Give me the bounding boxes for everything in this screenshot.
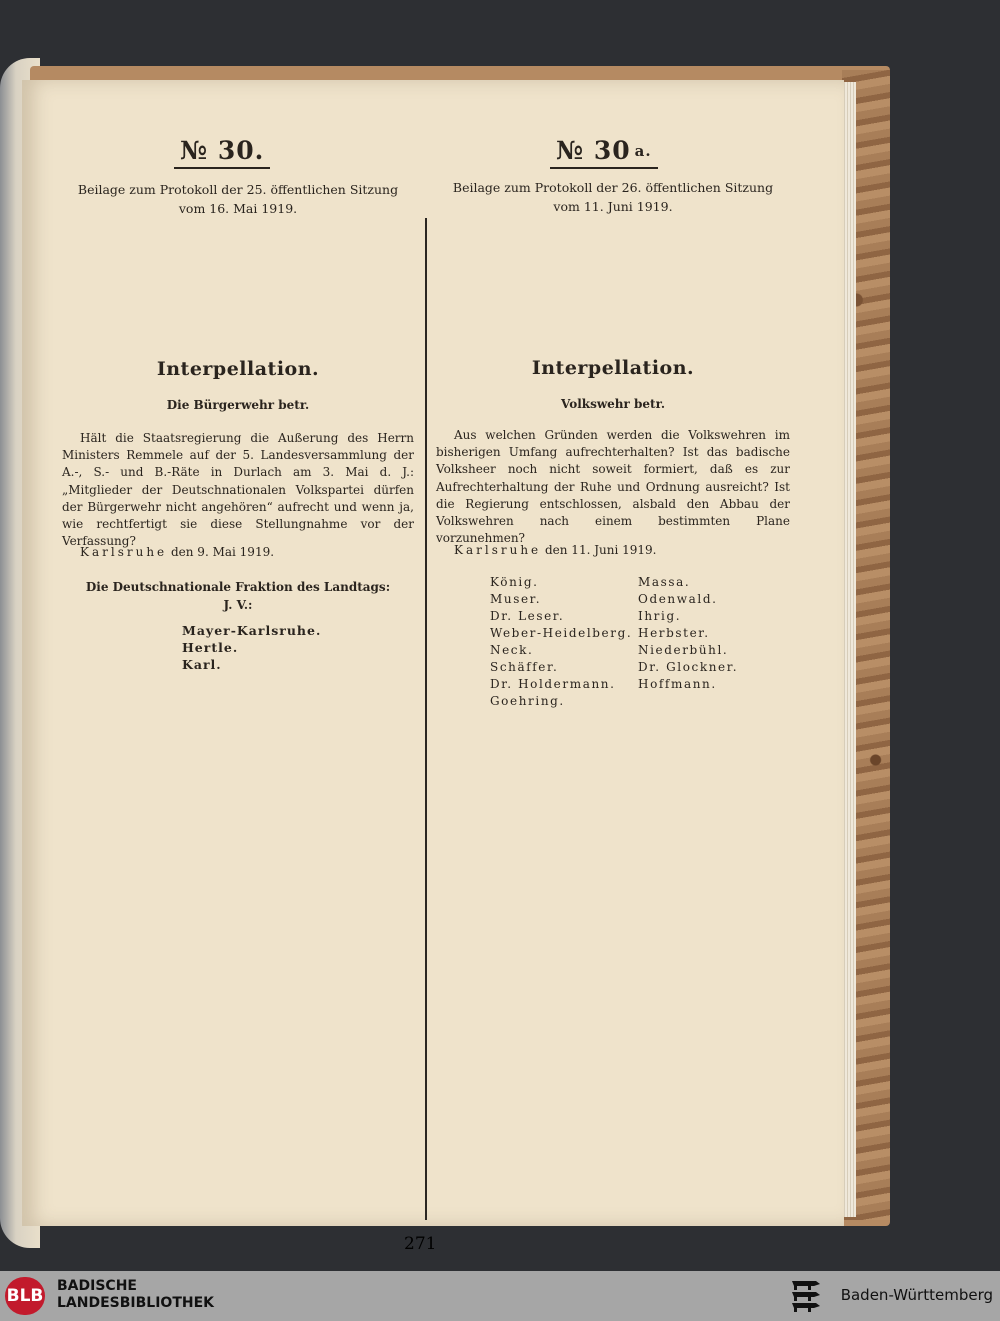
baden-wuerttemberg-lions-icon[interactable]: [790, 1277, 822, 1315]
page-number: 271: [404, 1234, 437, 1254]
signatory: Odenwald.: [638, 592, 718, 606]
signatory: Mayer-Karlsruhe.: [182, 623, 322, 638]
signatory: Neck.: [490, 643, 534, 657]
document-number-right-main: № 30: [556, 136, 631, 165]
document-number-right: [550, 136, 658, 169]
signatory: Herbster.: [638, 626, 710, 640]
subheading-left: Die Bürgerwehr betr.: [166, 398, 310, 412]
signatory: König.: [490, 575, 539, 589]
column-divider: [425, 218, 427, 1220]
library-name-line-2: LANDESBIBLIOTHEK: [57, 1295, 215, 1311]
body-right: Aus welchen Gründen werden die Volkswehren im bisherigen Umfang aufrechterhalten? Ist das badische Volksheer noch nicht soweit formiert, daß es zur Aufrechterhaltung der Ruhe und Ordnung ausreicht? Ist die Regierung entschlossen, alsbald den Abbau der Volkswehren nach einem bestimmten Plane vorzunehmen?: [436, 428, 790, 546]
blb-logo-icon[interactable]: BLB: [5, 1277, 45, 1315]
heading-left: Interpellation.: [156, 358, 320, 380]
footer-bar: [0, 1271, 1000, 1321]
document-page: [22, 80, 844, 1254]
signatory: Dr. Holdermann.: [490, 677, 616, 691]
annex-line-2: vom 16. Mai 1919.: [178, 201, 298, 216]
dateline-left: [80, 545, 274, 559]
dateline-right: [454, 543, 656, 557]
place-right: Karlsruhe: [454, 543, 542, 557]
annex-note-right: [436, 178, 790, 216]
signatory: Ihrig.: [638, 609, 682, 623]
library-name-line-1: BADISCHE: [57, 1278, 137, 1294]
date-right: den 11. Juni 1919.: [544, 543, 657, 557]
signatory: Niederbühl.: [638, 643, 729, 657]
signatory: Dr. Leser.: [490, 609, 565, 623]
annex-line-2: vom 11. Juni 1919.: [553, 199, 673, 214]
signature-iv-left: J. V.:: [223, 598, 253, 612]
body-left: Hält die Staatsregierung die Außerung des Herrn Ministers Remmele auf der 5. Landesversammlung der A.-, S.- und B.-Räte in Durlach am 3. Mai d. J.: „Mitglieder der Deutschnationalen Volkspartei dürfen der Bürgerwehr nicht angehören“ aufrecht und wenn ja, wie rechtfertigt sie diese Stellungnahme vor der Verfassung?: [62, 431, 414, 549]
signatory: Muser.: [490, 592, 542, 606]
signatory: Goehring.: [490, 694, 565, 708]
signatory: Karl.: [182, 657, 222, 672]
signatory: Weber-Heidelberg.: [490, 626, 633, 640]
library-name[interactable]: [57, 1278, 214, 1312]
signatories-col1: [490, 574, 632, 710]
date-left: den 9. Mai 1919.: [170, 545, 275, 559]
signatories-col2: [638, 574, 738, 693]
state-name[interactable]: Baden-Württemberg: [840, 1286, 993, 1304]
signatory: Hertle.: [182, 640, 239, 655]
place-left: Karlsruhe: [80, 545, 168, 559]
annex-line-1: Beilage zum Protokoll der 25. öffentlichen Sitzung: [77, 182, 399, 197]
signatory: Hoffmann.: [638, 677, 717, 691]
subheading-right: Volkswehr betr.: [561, 397, 665, 411]
signatory: Schäffer.: [490, 660, 559, 674]
heading-right: Interpellation.: [531, 357, 695, 379]
document-number-suffix: a.: [634, 142, 652, 160]
document-number-left: № 30.: [174, 136, 270, 169]
signatory: Massa.: [638, 575, 691, 589]
annex-note-left: [62, 180, 414, 218]
annex-line-1: Beilage zum Protokoll der 26. öffentlichen Sitzung: [452, 180, 774, 195]
signature-intro-left: Die Deutschnationale Fraktion des Landtags:: [85, 580, 391, 594]
signatory: Dr. Glockner.: [638, 660, 739, 674]
